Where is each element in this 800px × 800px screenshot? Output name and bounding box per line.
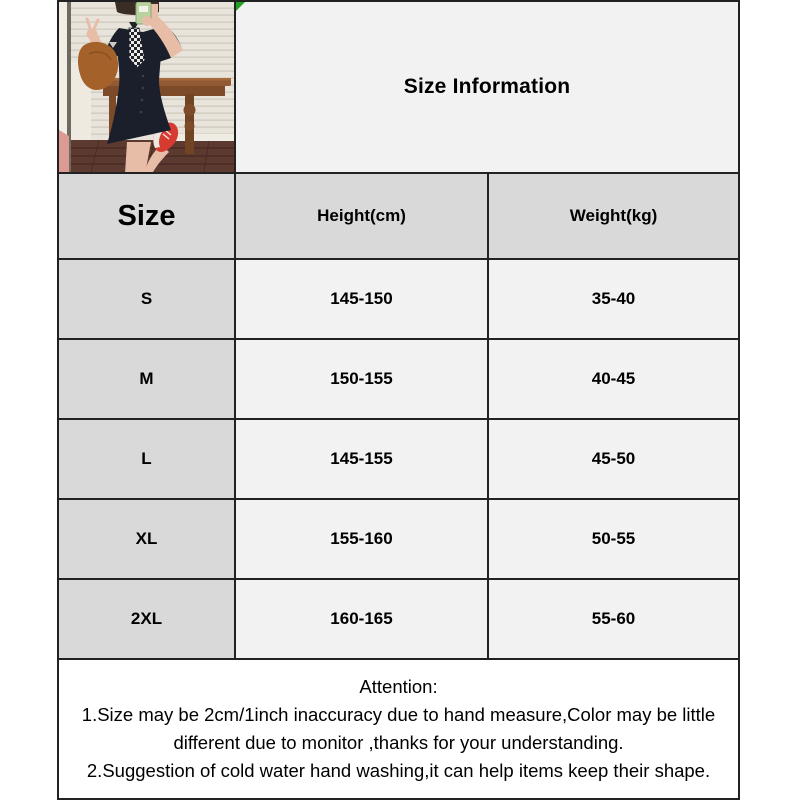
height-value: 150-155 xyxy=(235,339,488,419)
product-photo-cell xyxy=(58,1,235,173)
height-value: 160-165 xyxy=(235,579,488,659)
height-value: 145-150 xyxy=(235,259,488,339)
weight-value: 50-55 xyxy=(488,499,739,579)
attention-row xyxy=(58,659,739,799)
sheet-title: Size Information xyxy=(403,75,571,98)
sheet-title-cell xyxy=(235,1,739,173)
weight-value: 35-40 xyxy=(488,259,739,339)
phone-hand xyxy=(142,16,152,26)
product-photo xyxy=(59,2,234,172)
table-row-2xl xyxy=(58,579,739,659)
column-header-weight: Weight(kg) xyxy=(488,173,739,259)
size-label: 2XL xyxy=(58,579,235,659)
table-row-l xyxy=(58,419,739,499)
column-header-row xyxy=(58,173,739,259)
attention-note-2: 2.Suggestion of cold water hand washing,it can help items keep their shape. xyxy=(86,760,711,782)
column-header-height: Height(cm) xyxy=(235,173,488,259)
size-label: L xyxy=(58,419,235,499)
mirror-edge xyxy=(59,2,71,172)
weight-value: 55-60 xyxy=(488,579,739,659)
face-sliver xyxy=(151,4,158,19)
green-corner-flag-icon xyxy=(236,2,245,11)
table-row-s xyxy=(58,259,739,339)
table-row-m xyxy=(58,339,739,419)
column-header-size: Size xyxy=(58,173,235,259)
size-label: S xyxy=(58,259,235,339)
attention-note-1: 1.Size may be 2cm/1inch inaccuracy due to hand measure,Color may be little different due to monitor ,thanks for your understanding. xyxy=(81,703,716,753)
weight-value: 45-50 xyxy=(488,419,739,499)
table-row-xl xyxy=(58,499,739,579)
height-value: 155-160 xyxy=(235,499,488,579)
weight-value: 40-45 xyxy=(488,339,739,419)
header-row xyxy=(58,1,739,173)
size-information-sheet xyxy=(57,0,740,800)
size-label: XL xyxy=(58,499,235,579)
height-value: 145-155 xyxy=(235,419,488,499)
attention-heading: Attention: xyxy=(359,675,438,697)
attention-cell xyxy=(58,659,739,799)
size-label: M xyxy=(58,339,235,419)
